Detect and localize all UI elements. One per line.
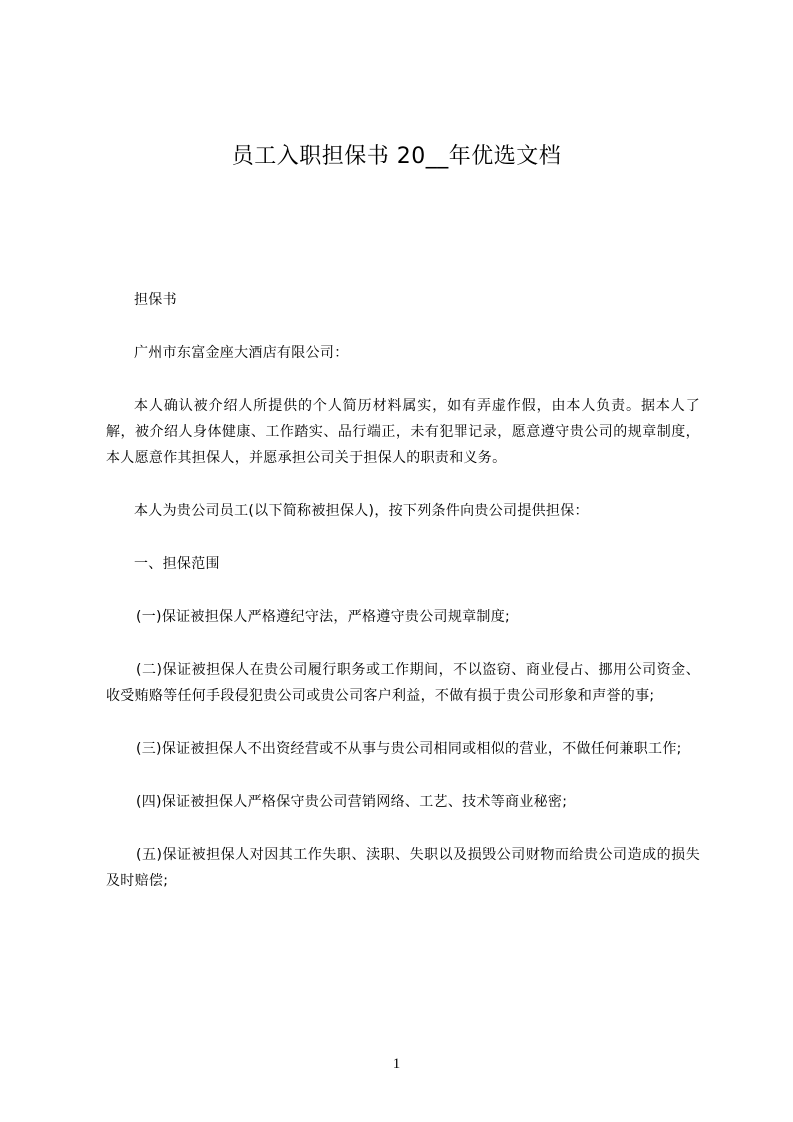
page-number: 1 [392,1056,401,1072]
document-title: 员工入职担保书 20__年优选文档 [231,144,562,169]
paragraph-heading: 担保书 [134,292,177,308]
clause-2: (二)保证被担保人在贵公司履行职务或工作期间，不以盗窃、商业侵占、挪用公司资金、收受贿赂等任何手段侵犯贵公司或贵公司客户利益，不做有损于贵公司形象和声誉的事; [106,662,700,704]
clause-1: (一)保证被担保人严格遵纪守法，严格遵守贵公司规章制度; [136,609,511,625]
document-body [106,287,700,921]
clause-4: (四)保证被担保人严格保守贵公司营销网络、工艺、技术等商业秘密; [136,794,568,810]
paragraph-confirmation: 本人确认被介绍人所提供的个人简历材料属实，如有弄虚作假，由本人负责。据本人了解，被介绍人身体健康、工作踏实、品行端正，未有犯罪记录，愿意遵守贵公司的规章制度，本人愿意作其担保人，并愿承担公司关于担保人的职责和义务。 [106,398,700,466]
paragraph-intro: 本人为贵公司员工(以下简称被担保人)，按下列条件向贵公司提供担保： [134,503,589,519]
clause-3: (三)保证被担保人不出资经营或不从事与贵公司相同或相似的营业，不做任何兼职工作; [136,741,682,757]
section-heading-scope: 一、担保范围 [134,556,220,572]
paragraph-addressee: 广州市东富金座大酒店有限公司： [134,345,349,361]
clause-5: (五)保证被担保人对因其工作失职、渎职、失职以及损毁公司财物而给贵公司造成的损失及时赔偿; [106,847,700,889]
